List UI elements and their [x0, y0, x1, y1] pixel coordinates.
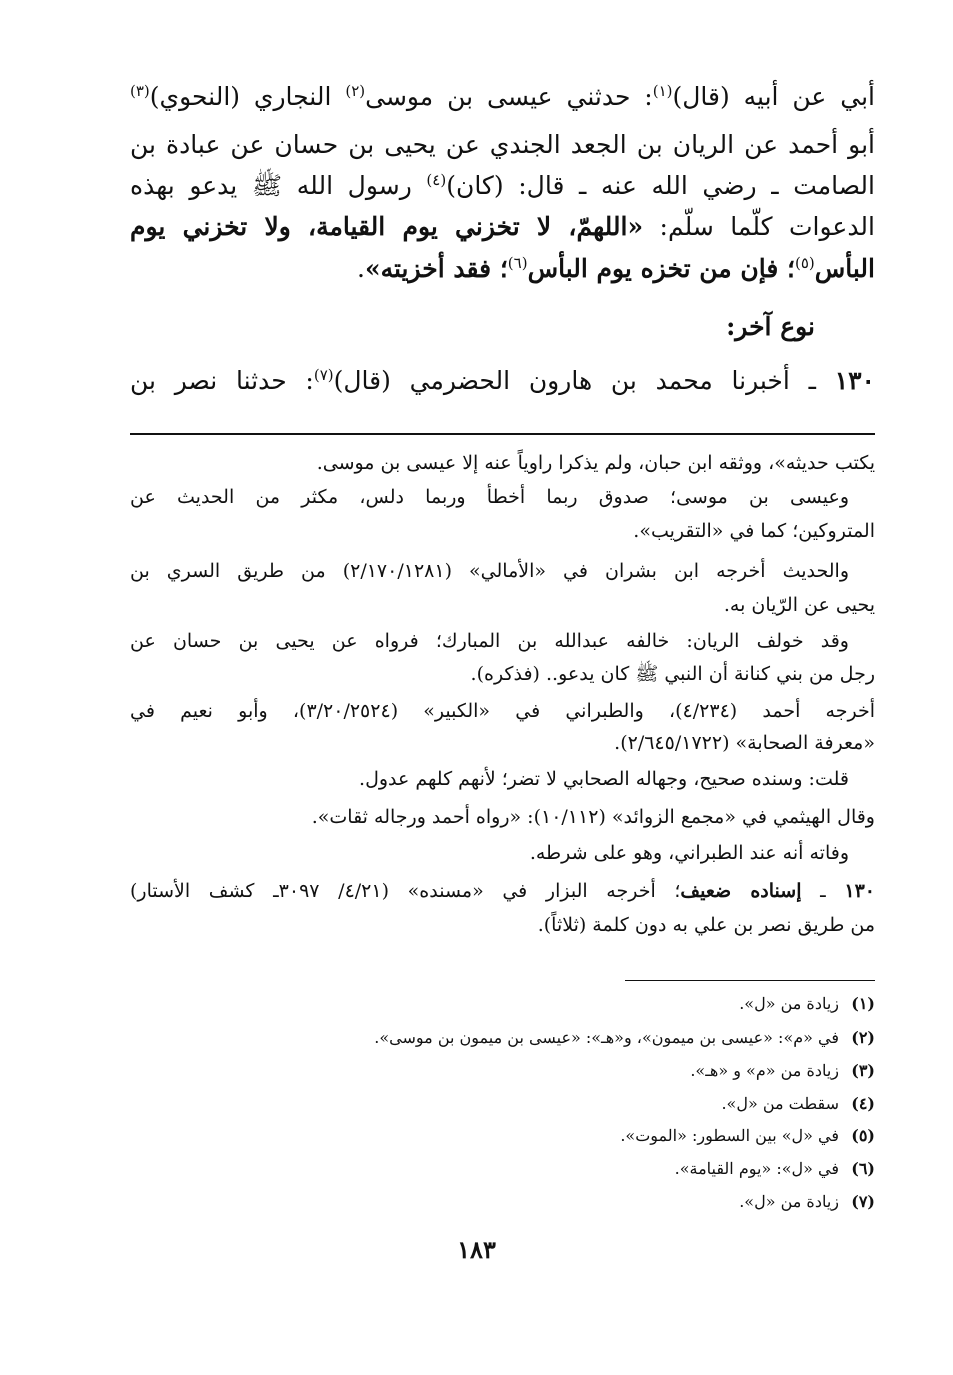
- text-run: : حدثنا نصر بن: [130, 366, 314, 395]
- commentary-line: [130, 486, 875, 508]
- footnote-number: (٧): [851, 1192, 875, 1211]
- footnote-number: (٢): [851, 1028, 875, 1047]
- hadith-text: ؛ فقد أخزيته»: [364, 254, 508, 283]
- footnote-ref: (٦): [507, 254, 528, 272]
- text-run: : حدثني عيسى بن موسى: [365, 82, 653, 111]
- footnote-text: زيادة من «ل».: [739, 1192, 839, 1211]
- main-line-5: [130, 254, 875, 283]
- commentary-line: أخرجه أحمد (٤/٢٣٤)، والطبراني في «الكبير» (٣/٢٠/٢٥٢٤)، وأبو نعيم في: [130, 700, 875, 722]
- footnote: [130, 1061, 875, 1080]
- footnote-text: في «ل»: «يوم القيامة».: [674, 1159, 839, 1178]
- hadith-number: ١٣٠: [844, 880, 875, 902]
- footnote-ref: (٣): [130, 82, 150, 100]
- section-heading: نوع آخر:: [726, 312, 815, 341]
- commentary-line: «معرفة الصحابة» (٢/٦٤٥/١٧٢٢).: [614, 732, 875, 754]
- footnote-ref: (٧): [313, 366, 334, 384]
- book-page: [130, 0, 875, 1375]
- hadith-number: ١٣٠: [834, 366, 875, 395]
- commentary-line: [130, 880, 875, 902]
- text-run: وقد خولف الريان: خالفه عبدالله بن المبارك؛ فرواه عن يحيى بن حسان عن: [130, 630, 849, 652]
- commentary-line: [130, 630, 875, 652]
- text-run: .: [357, 254, 365, 283]
- commentary-divider: [130, 433, 875, 435]
- commentary-line: [130, 560, 875, 582]
- grading-label: إسناده ضعيف: [680, 880, 802, 902]
- text-run: أبي عن أبيه (قال): [672, 82, 875, 111]
- page-number: ١٨٣: [457, 1235, 496, 1264]
- footnote: [130, 1028, 875, 1047]
- main-line-4: [130, 212, 875, 241]
- main-line-3: [130, 170, 875, 207]
- text-run: الدعوات كلّما سلّم:: [643, 212, 875, 241]
- footnote-text: سقطت من «ل».: [721, 1094, 839, 1113]
- footnote-ref: (٢): [345, 82, 366, 100]
- commentary-line: يحيى عن الرّيان به.: [723, 594, 875, 616]
- text-run: ؛ أخرجه البزار في «مسنده» (٤/٢١/ ٣٠٩٧ـ كشف الأستار): [130, 880, 681, 902]
- main-line-2: أبو أحمد عن الريان بن الجعد الجندي عن يحيى بن حسان عن عبادة بن: [130, 130, 875, 159]
- footnote: [130, 1094, 875, 1113]
- hadith-text: «اللهمّ، لا تخزني يوم القيامة، ولا تخزني يوم: [130, 212, 644, 241]
- footnote-text: في «م»: «عيسى بن ميمون»، و«هـ»: «عيسى بن ميمون بن موسى».: [374, 1028, 839, 1047]
- hadith-text: ؛ فإن من تخزه يوم البأس: [527, 254, 795, 283]
- commentary-line: وفاته أنه عند الطبراني، وهو على شرطه.: [529, 842, 849, 864]
- text-run: النجاري (النحوي): [149, 82, 346, 111]
- text-run: ـ: [801, 880, 845, 902]
- footnote: [130, 994, 875, 1013]
- text-run: وعيسى بن موسى؛ صدوق ربما أخطأ وربما دلس، مكثر من الحديث عن: [130, 486, 849, 508]
- hadith-text: البأس: [814, 254, 875, 283]
- footnote: [130, 1159, 875, 1178]
- footnote-text: زيادة من «ل».: [739, 994, 839, 1013]
- footnote-ref: (١): [652, 82, 673, 100]
- footnote-number: (٣): [851, 1061, 875, 1080]
- footnote: [130, 1126, 875, 1145]
- footnote-text: في «ل» بين السطور: «الموت».: [620, 1126, 839, 1145]
- commentary-line: المتروكين؛ كما في «التقريب».: [633, 520, 875, 542]
- text-run: رسول الله ﷺ يدعو بهذه: [130, 171, 427, 200]
- notes-divider: [625, 980, 875, 981]
- commentary-line: قلت: وسنده صحيح، وجهاله الصحابي لا تضر؛ لأنهم كلهم عدول.: [359, 768, 849, 790]
- main-line-6: [130, 366, 875, 395]
- footnote-number: (٤): [851, 1094, 875, 1113]
- commentary-line: من طريق نصر بن علي به دون كلمة (ثلاثاً).: [537, 914, 875, 936]
- footnote-number: (٥): [851, 1126, 875, 1145]
- text-run: ـ أخبرنا محمد بن هارون الحضرمي (قال): [333, 366, 835, 395]
- footnote-number: (٦): [851, 1159, 875, 1178]
- main-line-1: [130, 82, 875, 111]
- footnote: [130, 1192, 875, 1211]
- commentary-line: رجل من بني كنانة أن النبي ﷺ كان يدعو.. (فذكره).: [470, 663, 875, 685]
- commentary-line: يكتب حديثه»، ووثقه ابن حبان، ولم يذكرا راوياً عنه إلا عيسى بن موسى.: [316, 452, 875, 474]
- footnote-ref: (٥): [794, 254, 815, 272]
- commentary-line: وقال الهيثمي في «مجمع الزوائد» (١٠/١١٢): «رواه أحمد ورجاله ثقات».: [311, 806, 875, 828]
- footnote-number: (١): [851, 994, 875, 1013]
- footnote-ref: (٤): [426, 171, 447, 189]
- text-run: والحديث أخرجه ابن بشران في «الأمالي» (٢/١٧٠/١٢٨١) من طريق السري بن: [130, 560, 850, 582]
- text-run: الصامت ـ رضي الله عنه ـ قال: (كان): [446, 171, 875, 200]
- footnote-text: زيادة من «م» و «هـ».: [690, 1061, 839, 1080]
